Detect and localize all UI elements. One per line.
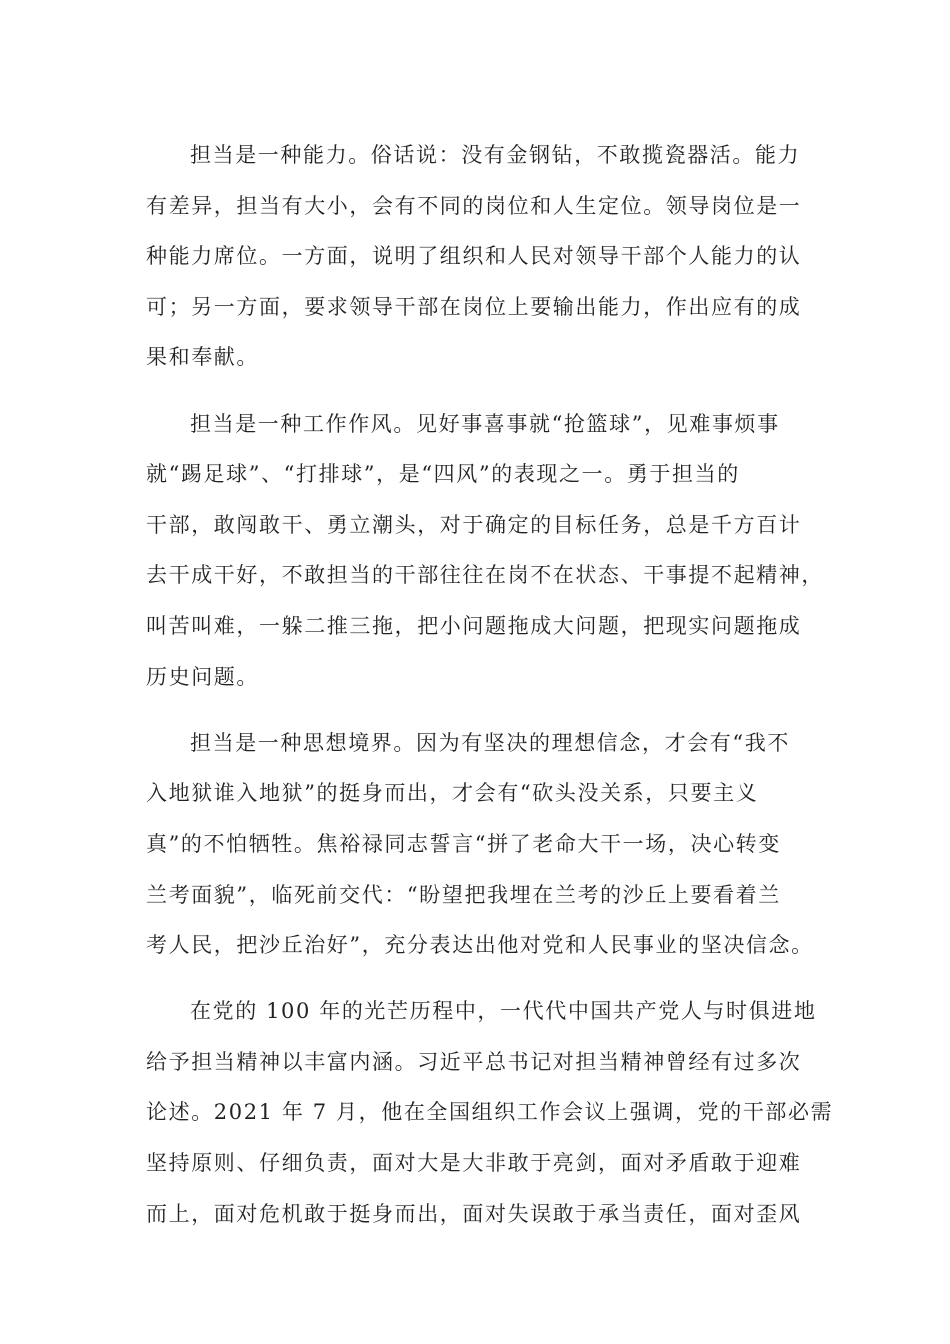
text-line: 果和奉献。: [146, 345, 259, 370]
text-line: 叫苦叫难，一躲二推三拖，把小问题拖成大问题，把现实问题拖成: [146, 613, 802, 638]
text-line: 担当是一种思想境界。因为有坚决的理想信念，才会有“我不: [190, 730, 790, 755]
paragraph-3: [146, 718, 814, 971]
text-line: 干部，敢闯敢干、勇立潮头，对于确定的目标任务，总是千方百计: [146, 512, 802, 537]
paragraph-1: [146, 130, 806, 383]
text-line: 考人民，把沙丘治好”，充分表达出他对党和人民事业的坚决信念。: [146, 933, 814, 958]
text-line: 在党的 100 年的光芒历程中，一代代中国共产党人与时俱进地: [190, 999, 817, 1024]
text-line: 坚持原则、仔细负责，面对大是大非敢于亮剑，面对矛盾敢于迎难: [146, 1151, 802, 1176]
text-line: 历史问题。: [146, 664, 259, 689]
document-body: [146, 130, 834, 1255]
text-line: 真”的不怕牺牲。焦裕禄同志誓言“拼了老命大干一场，决心转变: [146, 831, 781, 856]
text-line: 担当是一种工作作风。见好事喜事就“抢篮球”，见难事烦事: [190, 411, 780, 436]
text-line: 兰考面貌”，临死前交代：“盼望把我埋在兰考的沙丘上要看着兰: [146, 882, 781, 907]
text-line: 就“踢足球”、“打排球”，是“四风”的表现之一。勇于担当的: [146, 462, 740, 487]
text-line: 种能力席位。一方面，说明了组织和人民对领导干部个人能力的认: [146, 244, 802, 269]
paragraph-4: [146, 986, 834, 1239]
text-line: 担当是一种能力。俗话说：没有金钢钻，不敢揽瓷器活。能力: [190, 143, 801, 167]
text-line: 有差异，担当有大小，会有不同的岗位和人生定位。领导岗位是一: [146, 193, 802, 218]
text-line: 可；另一方面，要求领导干部在岗位上要输出能力，作出应有的成: [146, 294, 802, 319]
text-line: 给予担当精神以丰富内涵。习近平总书记对担当精神曾经有过多次: [146, 1049, 802, 1074]
paragraph-2: [146, 399, 824, 703]
text-line: 去干成干好，不敢担当的干部往往在岗不在状态、干事提不起精神，: [146, 563, 824, 588]
text-line: 而上，面对危机敢于挺身而出，面对失误敢于承当责任，面对歪风: [146, 1201, 802, 1226]
text-line: 论述。2021 年 7 月，他在全国组织工作会议上强调，党的干部必需: [146, 1100, 834, 1125]
text-line: 入地狱谁入地狱”的挺身而出，才会有“砍头没关系，只要主义: [146, 781, 759, 806]
